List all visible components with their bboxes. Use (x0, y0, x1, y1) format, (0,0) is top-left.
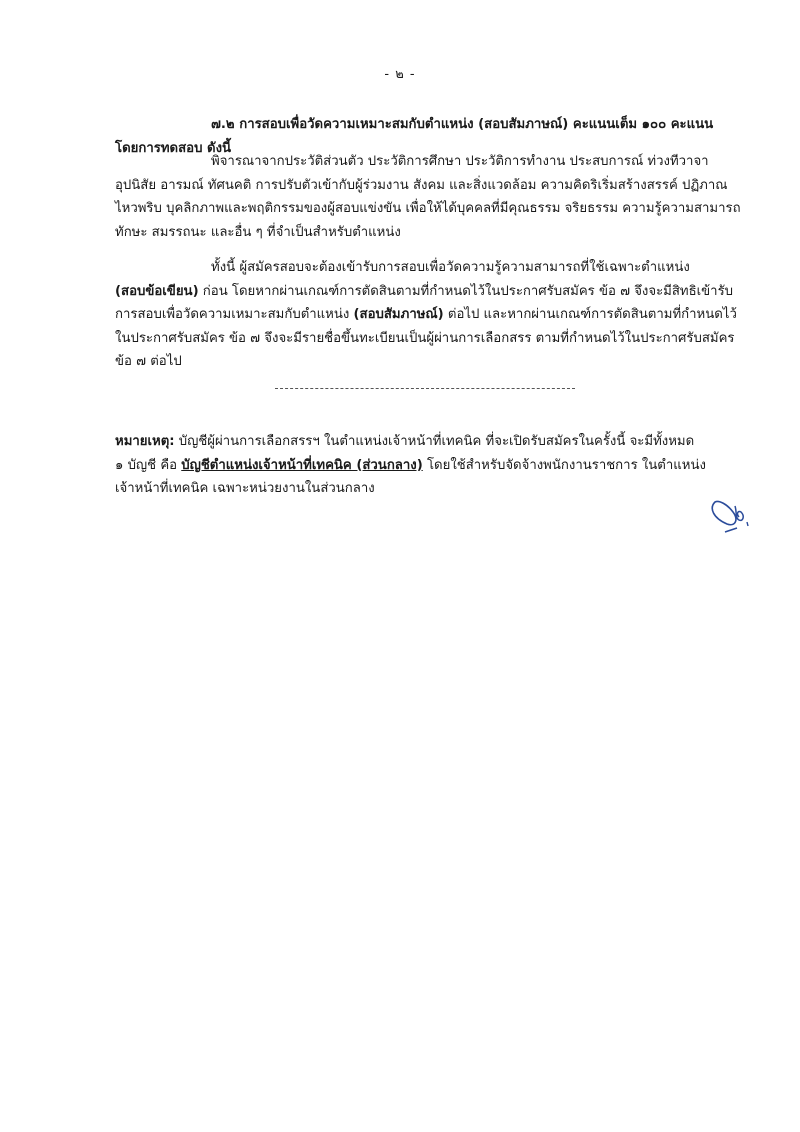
interview-label: (สอบสัมภาษณ์) (353, 307, 444, 322)
conditions-line-3 (115, 303, 770, 327)
note-label: หมายเหตุ: (115, 434, 175, 449)
criteria-line: อุปนิสัย อารมณ์ ทัศนคติ การปรับตัวเข้ากับผู้ร่วมงาน สังคม และสิ่งแวดล้อม ความคิดริเริ่มสร้างสรรค์ ปฏิภาณ (115, 177, 728, 193)
note-line-1-text: บัญชีผู้ผ่านการเลือกสรรฯ ในตำแหน่งเจ้าหน้าที่เทคนิค ที่จะเปิดรับสมัครในครั้งนี้ จะมีทั้งหมด (174, 434, 695, 449)
criteria-paragraph (115, 150, 770, 244)
note-paragraph (115, 430, 770, 501)
conditions-line-2 (115, 280, 770, 304)
criteria-line: ทักษะ สมรรถนะ และอื่น ๆ ที่จำเป็นสำหรับตำแหน่ง (115, 224, 401, 240)
note-line-2 (115, 454, 770, 478)
criteria-line: ไหวพริบ บุคลิกภาพและพฤติกรรมของผู้สอบแข่งขัน เพื่อให้ได้บุคคลที่มีคุณธรรม จริยธรรม ความรู้ความสามารถ (115, 201, 741, 216)
note-line-2-start: ๑ บัญชี คือ (115, 457, 182, 473)
signature-icon (705, 496, 765, 536)
conditions-line-2-text: ก่อน โดยหากผ่านเกณฑ์การตัดสินตามที่กำหนดไว้ในประกาศรับสมัคร ข้อ ๗ จึงจะมีสิทธิเข้ารับ (198, 283, 734, 299)
section-heading-line-2: โดยการทดสอบ ดังนี้ (115, 140, 232, 156)
written-exam-label: (สอบข้อเขียน) (115, 283, 199, 299)
note-line-1 (115, 430, 770, 454)
account-name-underlined: บัญชีตำแหน่งเจ้าหน้าที่เทคนิค (ส่วนกลาง) (181, 457, 423, 473)
page-number: - ๒ - (384, 67, 416, 82)
note-line-3: เจ้าหน้าที่เทคนิค เฉพาะหน่วยงานในส่วนกลาง (115, 481, 375, 496)
section-divider (275, 388, 575, 389)
conditions-line-4: ในประกาศรับสมัคร ข้อ ๗ จึงจะมีรายชื่อขึ้นทะเบียนเป็นผู้ผ่านการเลือกสรร ตามที่กำหนดไว้ในประกาศรับสมัคร (115, 330, 735, 346)
conditions-line-5: ข้อ ๗ ต่อไป (115, 354, 182, 369)
conditions-line-1: ทั้งนี้ ผู้สมัครสอบจะต้องเข้ารับการสอบเพื่อวัดความรู้ความสามารถที่ใช้เฉพาะตำแหน่ง (211, 260, 690, 275)
conditions-line-3-text: ต่อไป และหากผ่านเกณฑ์การตัดสินตามที่กำหนดไว้ (443, 307, 737, 322)
criteria-line: พิจารณาจากประวัติส่วนตัว ประวัติการศึกษา ประวัติการทำงาน ประสบการณ์ ท่วงทีวาจา (211, 154, 709, 169)
conditions-line-3-start: การสอบเพื่อวัดความเหมาะสมกับตำแหน่ง (115, 307, 354, 322)
conditions-paragraph (115, 256, 770, 374)
section-heading-line-1: ๗.๒ การสอบเพื่อวัดความเหมาะสมกับตำแหน่ง (สอบสัมภาษณ์) คะแนนเต็ม ๑๐๐ คะแนน (211, 117, 714, 132)
note-line-2-text: โดยใช้สำหรับจัดจ้างพนักงานราชการ ในตำแหน่ง (422, 457, 706, 473)
